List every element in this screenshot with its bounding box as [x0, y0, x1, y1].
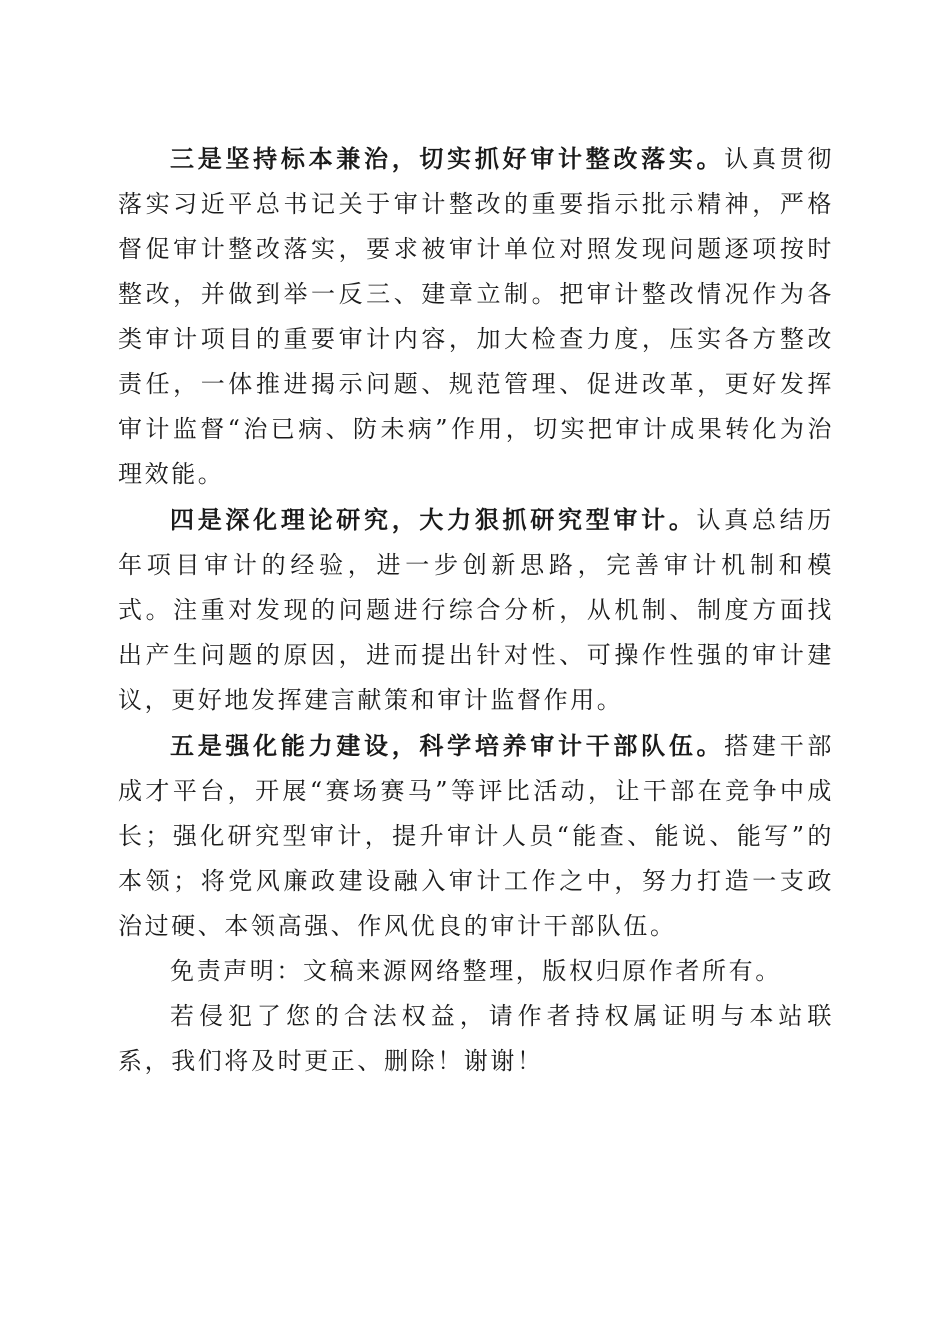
paragraph-body: 搭建干部成才平台，开展“赛场赛马”等评比活动，让干部在竞争中成长；强化研究型审计，提升审计人员“能查、能说、能写”的本领；将党风廉政建设融入审计工作之中，努力打造一支政治过硬、本领高强、作风优良的审计干部队伍。	[118, 732, 835, 940]
paragraph-audit-rectification	[118, 136, 834, 497]
paragraph-lead: 五是强化能力建设，科学培养审计干部队伍。	[170, 731, 725, 760]
paragraph-research-audit	[118, 497, 834, 723]
document-page	[118, 136, 834, 1084]
disclaimer-contact: 若侵犯了您的合法权益，请作者持权属证明与本站联系，我们将及时更正、删除！谢谢！	[118, 1002, 834, 1075]
paragraph-lead: 三是坚持标本兼治，切实抓好审计整改落实。	[170, 144, 725, 173]
paragraph-body: 认真总结历年项目审计的经验，进一步创新思路，完善审计机制和模式。注重对发现的问题进行综合分析，从机制、制度方面找出产生问题的原因，进而提出针对性、可操作性强的审计建议，更好地发挥建言献策和审计监督作用。	[118, 506, 834, 714]
paragraph-lead: 四是深化理论研究，大力狠抓研究型审计。	[170, 505, 697, 534]
disclaimer-line: 免责声明：文稿来源网络整理，版权归原作者所有。	[170, 957, 782, 985]
paragraph-capacity-building	[118, 723, 834, 949]
paragraph-body: 认真贯彻落实习近平总书记关于审计整改的重要指示批示精神，严格督促审计整改落实，要求被审计单位对照发现问题逐项按时整改，并做到举一反三、建章立制。把审计整改情况作为各类审计项目的重要审计内容，加大检查力度，压实各方整改责任，一体推进揭示问题、规范管理、促进改革，更好发挥审计监督“治已病、防未病”作用，切实把审计成果转化为治理效能。	[118, 145, 835, 488]
